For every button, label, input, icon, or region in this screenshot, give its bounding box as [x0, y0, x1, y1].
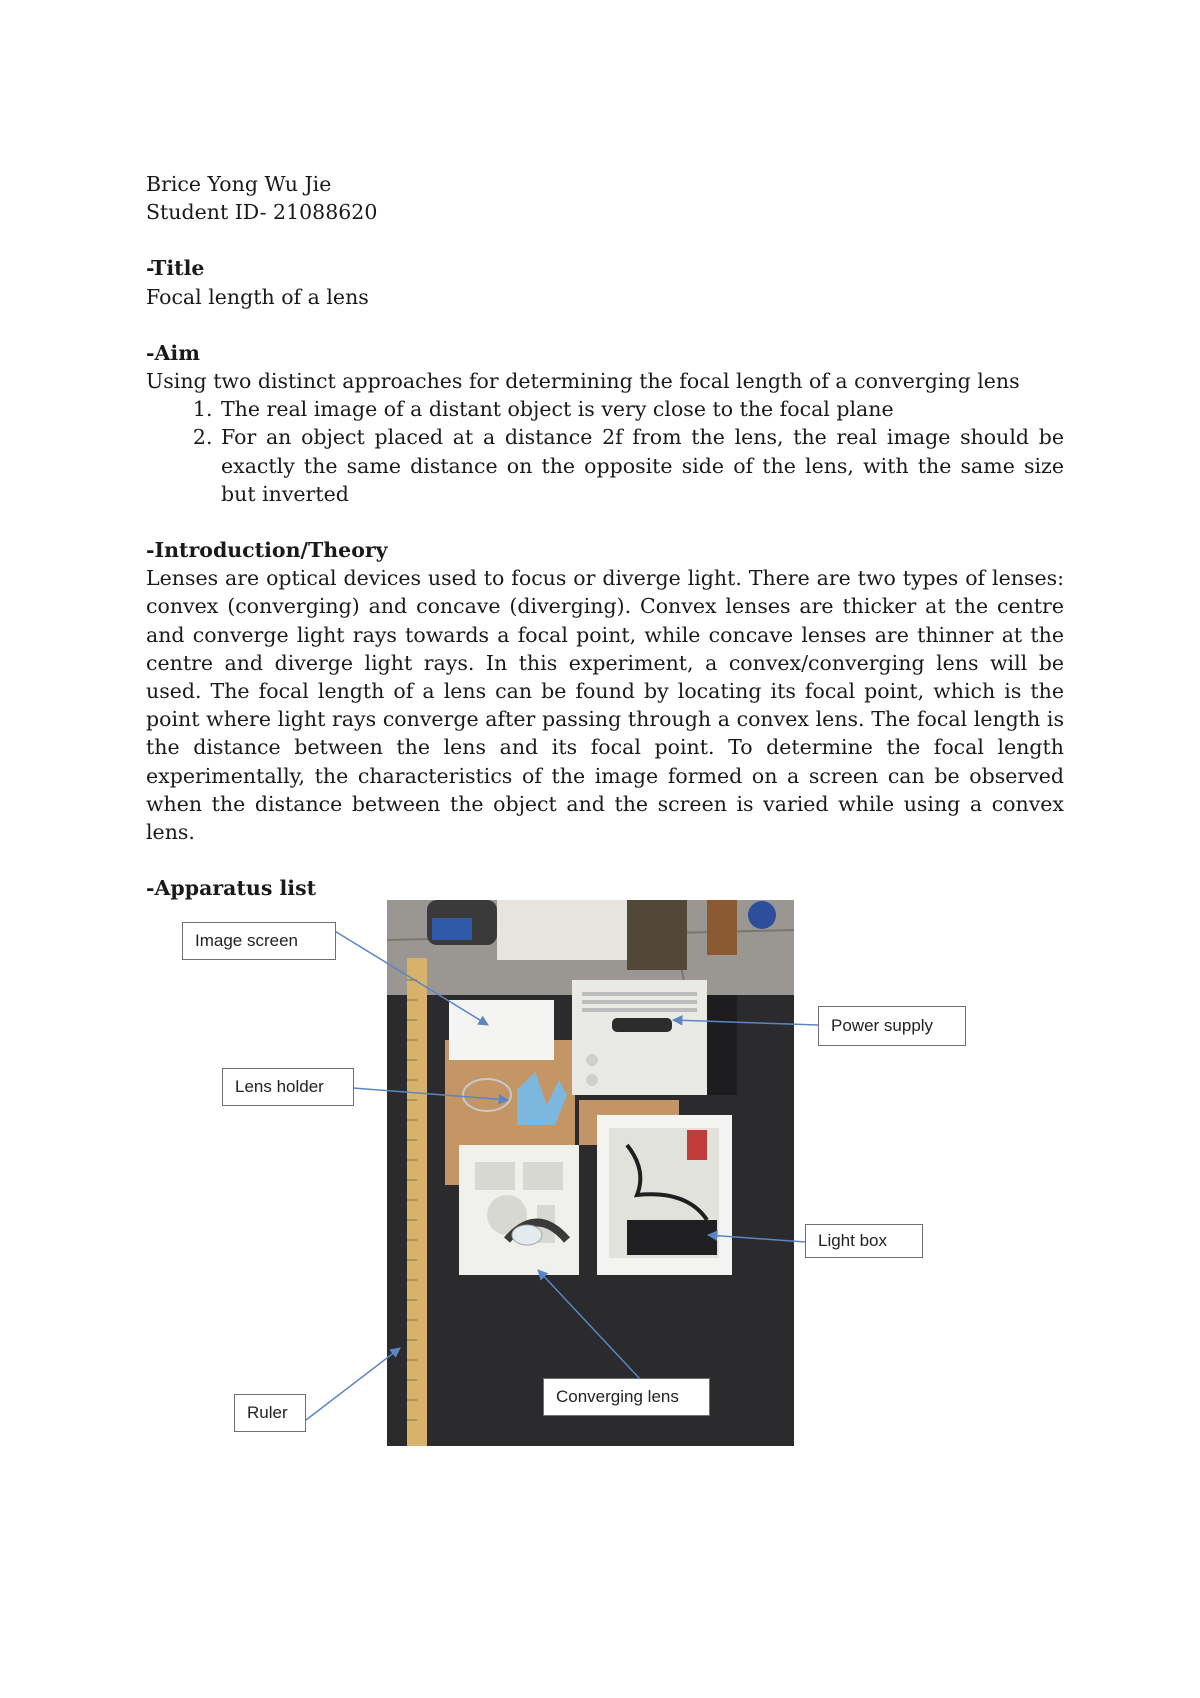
callout-light-box — [805, 1224, 923, 1258]
theory-paragraph: Lenses are optical devices used to focus or diverge light. There are two types of lenses: convex (converging) and concave (diverging). Convex lenses are thicker at the centre and converge light rays towards a focal point, while concave lenses are thinner at the centre and diverge light rays. In this experiment, a convex/converging lens will be used. The focal length of a lens can be found by locating its focal point, which is the point where light rays converge after passing through a convex lens. The focal length is the distance between the lens and its focal point. To determine the focal length experimentally, the characteristics of the image formed on a screen can be observed when the distance between the object and the screen is varied while using a convex lens. — [146, 566, 1064, 845]
arrow-image-screen — [333, 930, 488, 1025]
arrow-power-supply — [673, 1020, 818, 1025]
title-heading: -Title — [146, 256, 205, 281]
aim-heading: -Aim — [146, 340, 200, 365]
aim-intro: Using two distinct approaches for determining the focal length of a converging lens — [146, 369, 1020, 394]
callout-arrows — [178, 900, 978, 1450]
callout-image-screen — [182, 922, 336, 960]
document-body — [146, 170, 1064, 902]
arrow-light-box — [708, 1235, 805, 1242]
aim-list — [146, 395, 1064, 508]
arrow-ruler — [306, 1348, 400, 1420]
author-name: Brice Yong Wu Jie — [146, 172, 332, 196]
title-text: Focal length of a lens — [146, 284, 369, 309]
callout-lens-holder — [222, 1068, 354, 1106]
callout-ruler-label: Ruler — [247, 1403, 288, 1422]
callout-power-supply — [818, 1006, 966, 1046]
apparatus-figure — [178, 900, 978, 1450]
aim-item: 2. For an object placed at a distance 2f from the lens, the real image should be exactly the same distance on the opposite side of the lens, with the same size but inverted — [219, 423, 1064, 508]
callout-lens-holder-label: Lens holder — [235, 1077, 324, 1096]
callout-ruler — [234, 1394, 306, 1432]
arrow-converging-lens — [538, 1270, 641, 1380]
callout-converging-lens-label: Converging lens — [556, 1387, 679, 1406]
theory-heading: -Introduction/Theory — [146, 538, 388, 563]
aim-item: 1. The real image of a distant object is very close to the focal plane — [219, 395, 1064, 423]
apparatus-heading: -Apparatus list — [146, 876, 317, 901]
student-id: Student ID- 21088620 — [146, 200, 378, 225]
callout-converging-lens — [543, 1378, 710, 1416]
callout-power-supply-label: Power supply — [831, 1016, 934, 1035]
callout-image-screen-label: Image screen — [195, 931, 298, 950]
callout-light-box-label: Light box — [818, 1231, 887, 1250]
arrow-lens-holder — [353, 1088, 508, 1100]
